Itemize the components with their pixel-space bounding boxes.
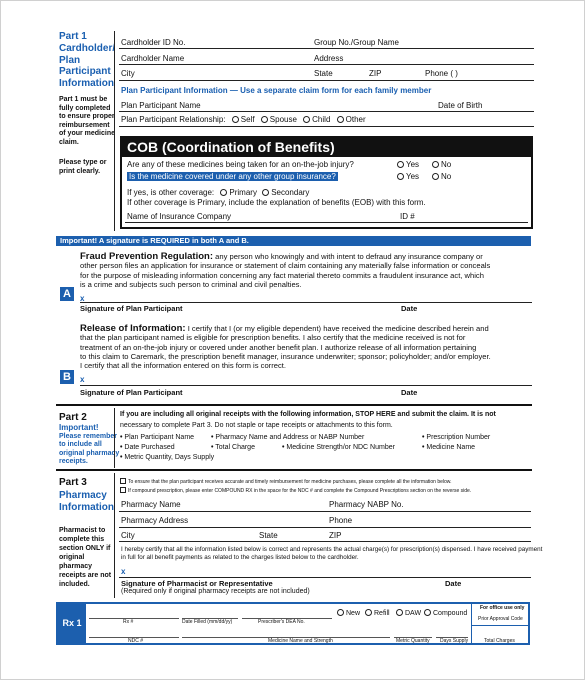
- date-filled-label: Date Filled (mm/dd/yy): [182, 619, 233, 625]
- part2-item-date: • Date Purchased: [120, 444, 175, 451]
- pharmacist-signature-note: (Required only if original pharmacy receipts are not included): [121, 588, 310, 595]
- insurance-id-field[interactable]: ID #: [400, 212, 415, 221]
- rx1-entry-box: [56, 602, 530, 645]
- part2-intro-line2: necessary to complete Part 3. Do not staple or tape receipts or attachments to this form.: [120, 422, 393, 429]
- part2-intro-line1: If you are including all original receipts with the following information, STOP HERE and submit the claim. It is not: [120, 411, 496, 418]
- cob-title: COB (Coordination of Benefits): [122, 138, 531, 157]
- signature-required-bar: Important! A signature is REQUIRED in both A and B.: [56, 236, 531, 246]
- cob-box: [120, 136, 533, 229]
- part2-item-participant-name: • Plan Participant Name: [120, 434, 195, 441]
- pharmacy-name-field[interactable]: Pharmacy Name: [121, 500, 181, 509]
- relationship-group: [121, 115, 366, 124]
- rx-type-compound-radio[interactable]: Compound: [424, 609, 467, 617]
- ndc-field[interactable]: [89, 627, 179, 638]
- pharmacist-certify-line1: I hereby certify that all the information listed below is correct and represents the actual charge(s) for prescription(s) dispensed. I have received payment: [121, 546, 543, 553]
- fraud-prevention-text: Fraud Prevention Regulation: any person who knowingly and with intent to defraud any insurance company or other person files an application for insurance or statement of claim containing any materially false information or conceals for the purpose of misleading information concerning any fact material thereto commits a fraudulent insurance act, which is a crime and subjects such person to criminal and civil penalties.: [80, 251, 491, 289]
- relationship-spouse-radio[interactable]: Spouse: [261, 115, 297, 124]
- medicine-name-label: Medicine Name and Strength: [268, 638, 333, 644]
- state-field[interactable]: State: [314, 69, 333, 78]
- medicine-name-field[interactable]: [182, 627, 390, 638]
- rx-number-label: Rx #: [123, 619, 134, 625]
- part1-note: Part 1 must be fully completed to ensure proper reimbursement of your medicine claim.: [59, 96, 116, 146]
- pharmacist-x-mark: x: [121, 567, 126, 576]
- office-use-label: For office use only: [480, 605, 525, 611]
- part2-heading: Part 2: [59, 412, 87, 423]
- pharmacy-zip-field[interactable]: ZIP: [329, 531, 342, 540]
- relationship-label: Plan Participant Relationship:: [121, 115, 226, 124]
- cob-eob-note: If other coverage is Primary, include the explanation of benefits (EOB) with this form.: [127, 198, 426, 207]
- section-b-marker: B: [60, 370, 74, 384]
- rx-number-field[interactable]: [89, 607, 179, 619]
- coverage-primary-radio[interactable]: Primary: [220, 188, 257, 197]
- part1-heading: Part 1: [59, 31, 87, 42]
- part3-instruction-1: To ensure that the plan participant receives accurate and timely reimbursement for medicine purchases, please complete all the information below.: [120, 478, 452, 485]
- signature-b-field[interactable]: Signature of Plan Participant: [80, 388, 183, 397]
- part2-reminder: Important! Please remember to include all original pharmacy receipts.: [59, 423, 120, 465]
- relationship-other-radio[interactable]: Other: [337, 115, 366, 124]
- cob-other-coverage: If yes, is other coverage: Primary Secondary: [127, 188, 310, 197]
- part2-item-quantity: • Metric Quantity, Days Supply: [120, 454, 215, 461]
- group-no-field[interactable]: Group No./Group Name: [314, 38, 399, 47]
- cob-injury-no-radio[interactable]: No: [432, 160, 451, 169]
- part3-subheading: Pharmacy Information: [59, 490, 114, 513]
- zip-field[interactable]: ZIP: [369, 69, 382, 78]
- coverage-secondary-radio[interactable]: Secondary: [262, 188, 309, 197]
- plan-participant-heading: Plan Participant Information — Use a separate claim form for each family member: [121, 86, 432, 95]
- plan-participant-name-field[interactable]: Plan Participant Name: [121, 101, 201, 110]
- days-supply-label: Days Supply: [440, 638, 469, 644]
- release-information-text: Release of Information: I certify that I (or my eligible dependent) have received the medicine described herein and that the plan participant named is eligible for prescription benefits. I also certify that the medicine received is not for treatment of an on-the-job injury or covered under another benefit plan. I authorize release of all information pertaining to this claim to Caremark, the prescription benefit manager, insurance underwriter; sponsor; policyholder; and/or employer. I certify that all the information entered on this form is correct.: [80, 323, 491, 371]
- signature-a-x-mark: x: [80, 294, 85, 303]
- total-charges-field[interactable]: [471, 625, 528, 643]
- total-charges-label: Total Charges: [484, 638, 515, 644]
- part2-item-pharmacy: • Pharmacy Name and Address or NABP Number: [211, 434, 365, 441]
- pharmacy-city-field[interactable]: City: [121, 531, 135, 540]
- part2-item-strength: • Medicine Strength/or NDC Number: [282, 444, 395, 451]
- cardholder-id-field[interactable]: Cardholder ID No.: [121, 38, 186, 47]
- prescriber-dea-field[interactable]: [242, 607, 332, 619]
- cob-injury-yes-radio[interactable]: Yes: [397, 160, 419, 169]
- rx1-label: Rx 1: [58, 604, 86, 643]
- signature-a-date-field[interactable]: Date: [401, 304, 418, 313]
- part1-print-note: Please type or print clearly.: [59, 159, 107, 175]
- date-of-birth-field[interactable]: Date of Birth: [438, 101, 483, 110]
- pharmacist-date-field[interactable]: Date: [445, 579, 462, 588]
- rx-type-daw-radio[interactable]: DAW: [396, 609, 421, 617]
- pharmacist-signature-field[interactable]: Signature of Pharmacist or Representative: [121, 579, 273, 588]
- signature-b-x-mark: x: [80, 375, 85, 384]
- pharmacy-state-field[interactable]: State: [259, 531, 278, 540]
- part3-heading: Part 3: [59, 477, 87, 488]
- prior-approval-label: Prior Approval Code: [478, 616, 523, 622]
- prescriber-dea-label: Prescriber's DEA No.: [258, 619, 305, 625]
- part2-item-total: • Total Charge: [211, 444, 255, 451]
- pharmacy-nabp-field[interactable]: Pharmacy NABP No.: [329, 500, 404, 509]
- signature-b-date-field[interactable]: Date: [401, 388, 418, 397]
- cob-question-insurance: Is the medicine covered under any other group insurance?: [129, 172, 336, 181]
- part2-item-rx-number: • Prescription Number: [422, 434, 491, 441]
- pharmacy-address-field[interactable]: Pharmacy Address: [121, 516, 189, 525]
- cob-insurance-no-radio[interactable]: No: [432, 172, 451, 181]
- relationship-self-radio[interactable]: Self: [232, 115, 255, 124]
- signature-a-field[interactable]: Signature of Plan Participant: [80, 304, 183, 313]
- phone-field[interactable]: Phone ( ): [425, 69, 458, 78]
- section-a-marker: A: [60, 287, 74, 301]
- days-supply-field[interactable]: [436, 627, 468, 638]
- insurance-company-field[interactable]: Name of Insurance Company: [127, 212, 232, 221]
- pharmacist-certify-line2: in full for all benefit payments as related to the charges listed below to the cardholder.: [121, 554, 359, 561]
- ndc-label: NDC #: [128, 638, 144, 644]
- part1-divider: [114, 31, 115, 231]
- pharmacy-phone-field[interactable]: Phone: [329, 516, 353, 525]
- relationship-child-radio[interactable]: Child: [303, 115, 330, 124]
- city-field[interactable]: City: [121, 69, 135, 78]
- part1-subheading: Cardholder/ Plan Participant Information: [59, 43, 116, 89]
- rx-type-new-radio[interactable]: New: [337, 609, 360, 617]
- metric-quantity-label: Metric Quantity: [396, 638, 430, 644]
- cardholder-name-field[interactable]: Cardholder Name: [121, 54, 185, 63]
- part3-instruction-2: If compound prescription, please enter COMPOUND RX in the space for the NDC # and complete the Compound Prescriptions section on the reverse side.: [120, 487, 471, 494]
- metric-quantity-field[interactable]: [394, 627, 432, 638]
- part3-note: Pharmacist to complete this section ONLY if original pharmacy receipts are not included.: [59, 527, 112, 588]
- cob-insurance-yes-radio[interactable]: Yes: [397, 172, 419, 181]
- date-filled-field[interactable]: [182, 607, 238, 619]
- office-use-box: [471, 604, 528, 625]
- rx-type-refill-radio[interactable]: Refill: [365, 609, 390, 617]
- address-field[interactable]: Address: [314, 54, 344, 63]
- cob-question-injury: Are any of these medicines being taken for an on-the-job injury?: [127, 160, 354, 169]
- part2-item-medicine-name: • Medicine Name: [422, 444, 476, 451]
